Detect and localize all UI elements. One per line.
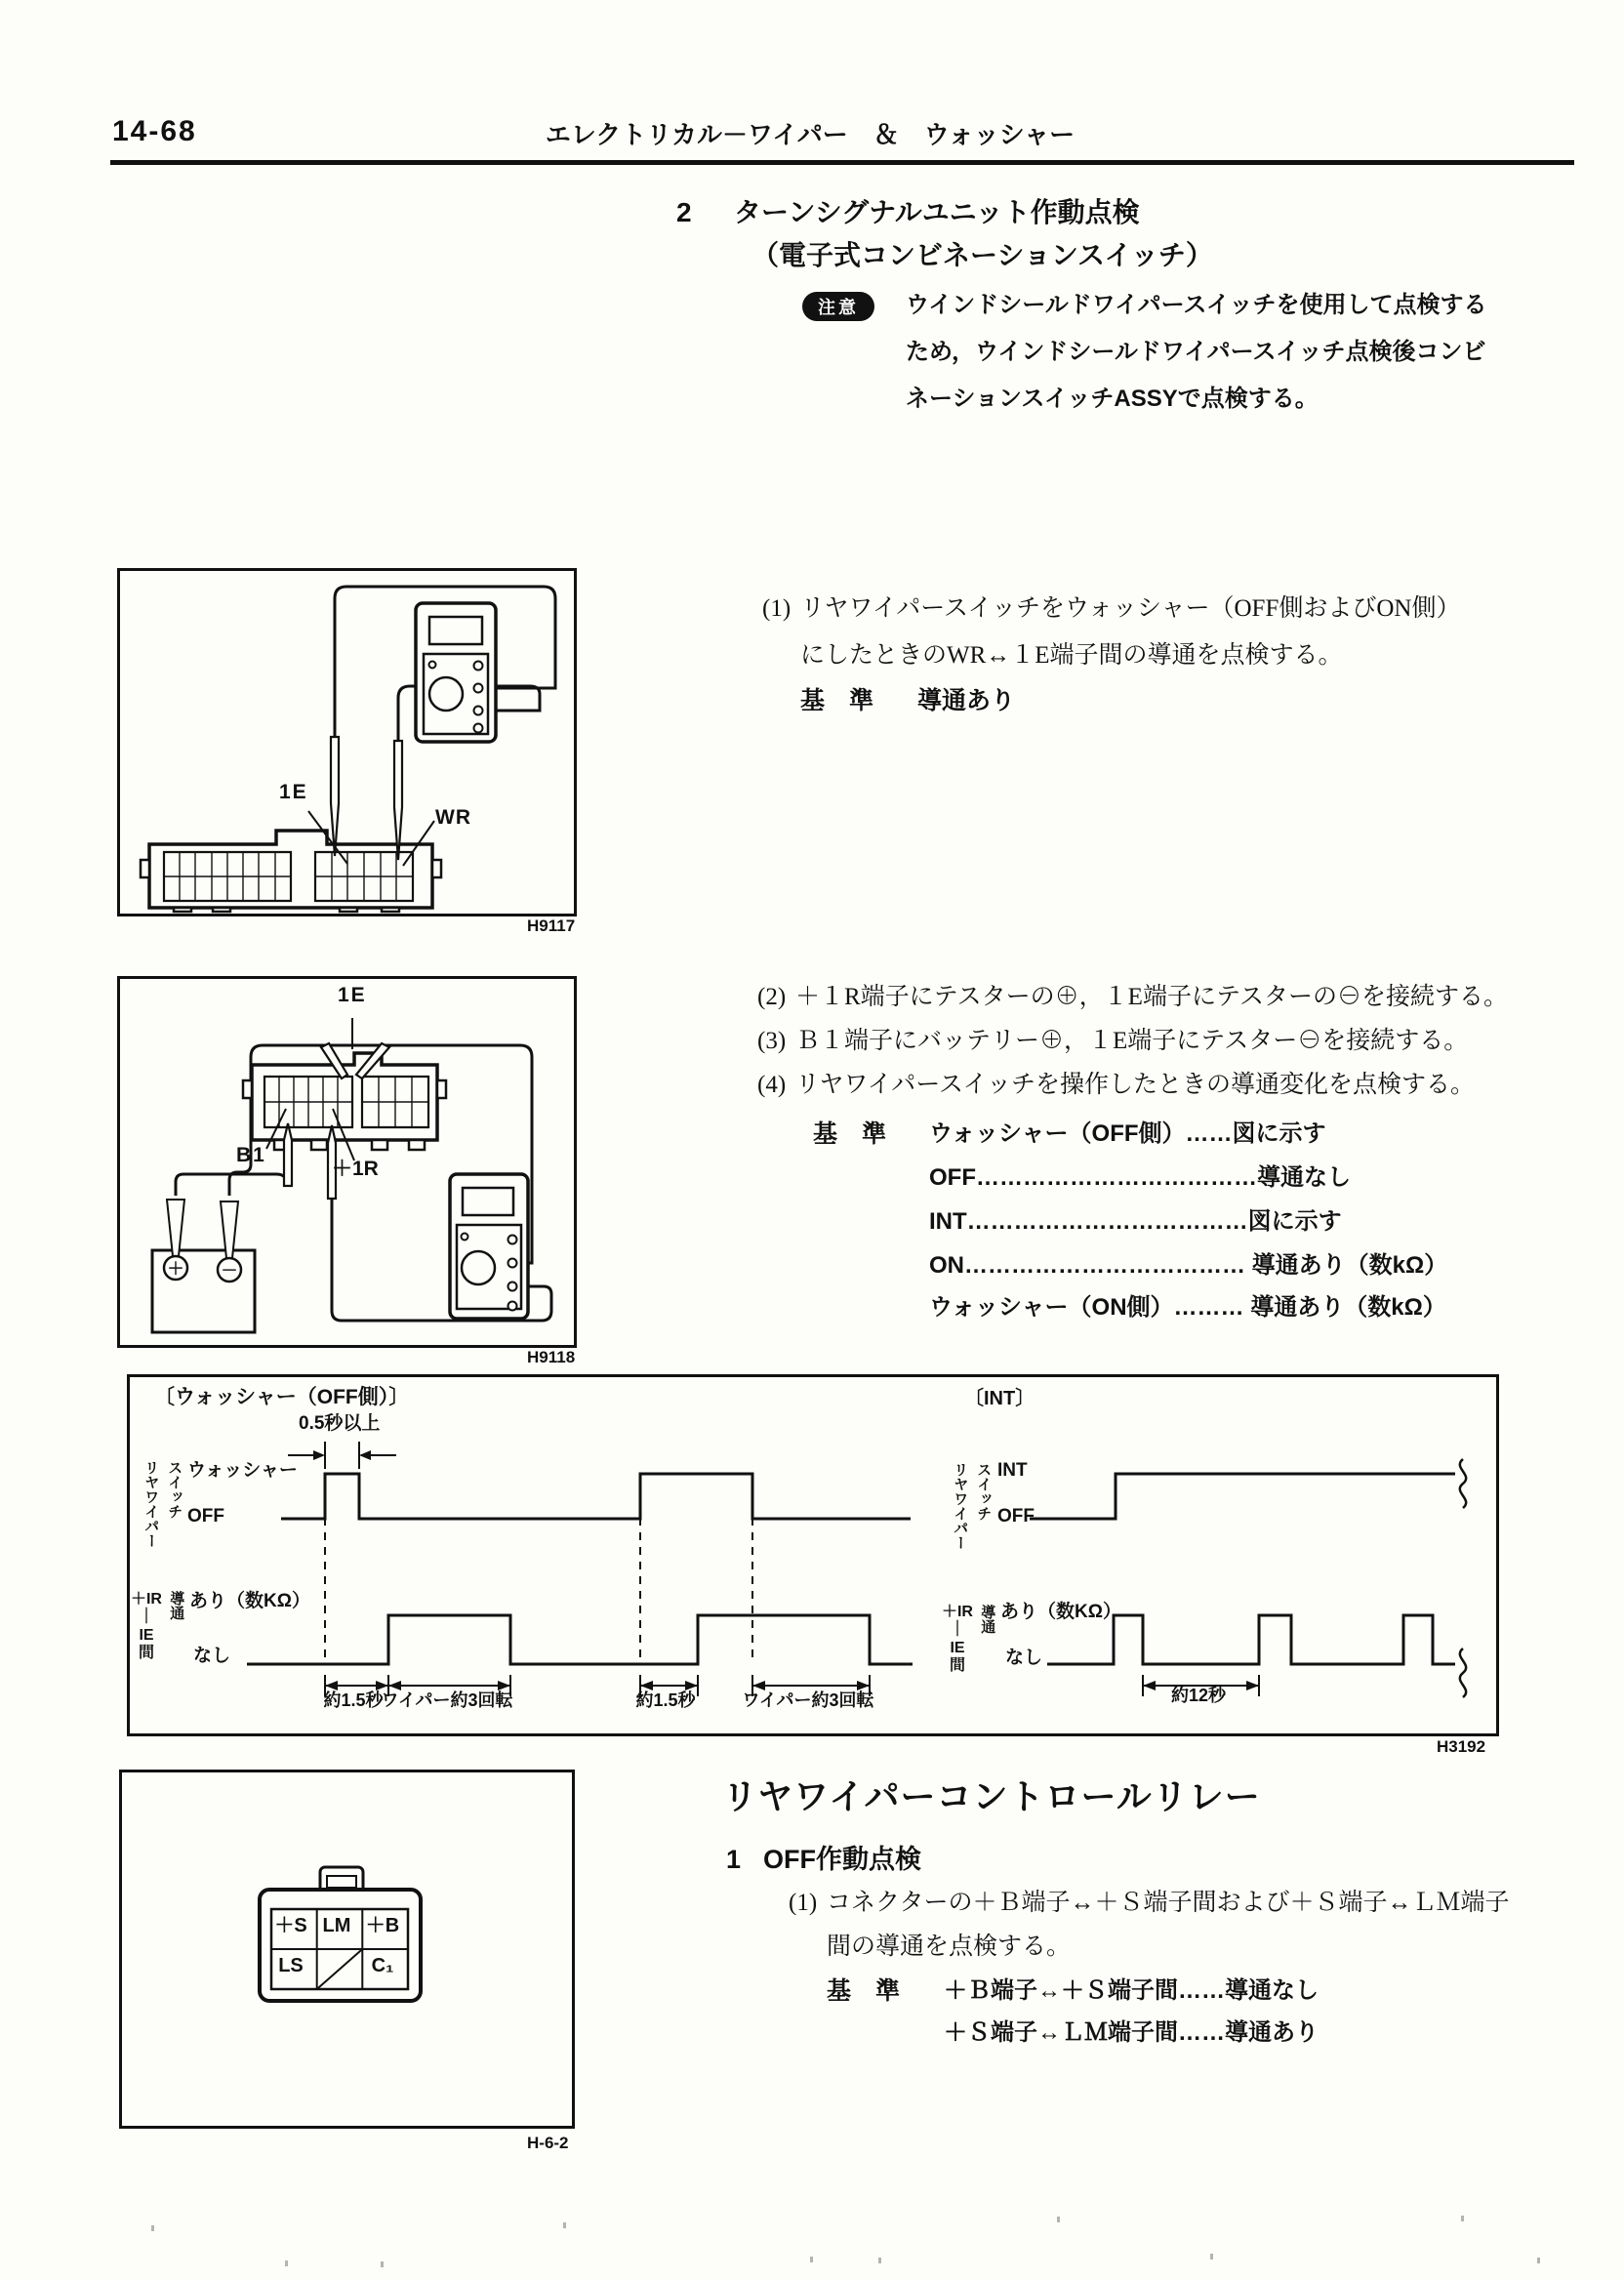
standard-row5: ウォッシャー（ON側）……… 導通あり（数kΩ） <box>929 1294 1446 1321</box>
step1-number: (1) <box>762 595 792 622</box>
probe-wr <box>394 741 402 860</box>
battery-minus-sign: － <box>221 1261 238 1281</box>
standard-row1: ウォッシャー（OFF側）……図に示す <box>929 1120 1326 1147</box>
meter-terminal <box>474 684 483 693</box>
relay-sub-number: 1 <box>726 1845 742 1874</box>
page-number: 14-68 <box>112 115 197 147</box>
timing-left-switch-label-col1: リヤワイパー <box>142 1460 160 1548</box>
figure1-box <box>117 568 577 916</box>
caution-badge: 注意 <box>802 292 874 321</box>
waveform-conduction-left <box>247 1615 913 1664</box>
meter-terminal <box>508 1236 517 1244</box>
connector-leg <box>409 1140 425 1150</box>
standard-row4: ON……………………………… 導通あり（数kΩ） <box>929 1252 1448 1279</box>
meter-terminal <box>474 662 483 671</box>
timing-right-switch-label-col2: スイッチ <box>975 1462 993 1521</box>
meter-terminal <box>474 724 483 733</box>
fig2-code: H9118 <box>527 1348 576 1366</box>
timing-dim-wiper3-2: ワイパー約3回転 <box>742 1690 874 1710</box>
print-speck <box>381 2261 384 2267</box>
step2-text: ＋１R端子にテスターの⊕，１E端子にテスターの⊖を接続する。 <box>795 984 1508 1010</box>
print-speck <box>810 2257 813 2262</box>
timing-left-switch-label-col2: スイッチ <box>166 1460 183 1519</box>
relay-step1-line2: 間の導通を点検する。 <box>827 1934 1072 1960</box>
print-speck <box>1057 2217 1060 2222</box>
relay-connector-diagram <box>122 1772 572 2126</box>
fig1-label-1e: 1E <box>279 781 308 803</box>
standard-label: 基 準 <box>813 1120 887 1148</box>
battery-plus-sign: ＋ <box>167 1259 184 1279</box>
timing-code: H3192 <box>1437 1737 1486 1756</box>
fig1-code: H9117 <box>527 916 576 935</box>
print-speck <box>1537 2258 1540 2263</box>
pin-label-ls: LS <box>278 1955 304 1976</box>
waveform-switch-right <box>1030 1474 1455 1519</box>
timing-right-title: 〔INT〕 <box>964 1388 1035 1409</box>
figure1-diagram <box>120 571 574 914</box>
meter-display <box>429 617 482 644</box>
relay-connector-code: H-6-2 <box>527 2134 569 2152</box>
pin-label-lm: LM <box>322 1915 351 1936</box>
meter-display <box>463 1188 513 1215</box>
fig1-label-wr: WR <box>435 806 471 829</box>
timing-left-low-label: OFF <box>187 1506 224 1527</box>
relay-connector-box <box>119 1770 575 2129</box>
timing-left-conduction-label: 導通 <box>168 1591 185 1620</box>
step1-standard-value: 導通あり <box>917 687 1016 714</box>
timing-dim-1p5s-1: 約1.5秒 <box>323 1690 384 1710</box>
pin-label-plus-s: ＋S <box>274 1915 307 1936</box>
section2-number: 2 <box>676 197 692 227</box>
waveform-switch-left <box>281 1474 911 1519</box>
timing-right-on-label: あり（数KΩ） <box>1000 1602 1121 1622</box>
meter-dial <box>462 1251 495 1284</box>
print-speck <box>1461 2216 1464 2221</box>
break-mark-top <box>1460 1459 1466 1508</box>
step2-number: (2) <box>757 984 787 1010</box>
header-title: エレクトリカル－ワイパー ＆ ウォッシャー <box>545 120 1076 149</box>
caution-line1: ウインドシールドワイパースイッチを使用して点検する <box>906 292 1487 318</box>
timing-dim-12s: 約12秒 <box>1170 1686 1227 1705</box>
timing-right-signal-label: ＋IR ｜ IE 間 <box>941 1604 973 1675</box>
step1-line2: にしたときのWR↔１E端子間の導通を点検する。 <box>800 642 1343 669</box>
timing-right-switch-label-col1: リヤワイパー <box>952 1462 969 1550</box>
meter-terminal <box>508 1259 517 1268</box>
standard-row2: OFF………………………………導通なし <box>929 1164 1351 1191</box>
fig2-label-b1: B1 <box>236 1144 266 1166</box>
print-speck <box>1210 2254 1213 2260</box>
battery-clamp <box>167 1200 184 1256</box>
print-speck <box>151 2225 154 2231</box>
relay-section-title: リヤワイパーコントロールリレー <box>722 1776 1261 1816</box>
meter-terminal <box>474 707 483 715</box>
connector-leg <box>382 908 399 912</box>
break-mark-bottom <box>1460 1649 1466 1697</box>
step3-number: (3) <box>757 1028 787 1054</box>
timing-left-signal-label: ＋IR ｜ IE 間 <box>130 1591 162 1662</box>
print-speck <box>563 2222 566 2228</box>
meter-terminal <box>508 1282 517 1291</box>
battery <box>152 1200 255 1332</box>
dimension-0p5s <box>288 1442 396 1469</box>
meter-dial <box>429 677 463 711</box>
relay-standard-row2: ＋Ｓ端子↔ＬＭ端子間……導通あり <box>944 2019 1319 2046</box>
header-rule <box>110 160 1574 165</box>
timing-left-on-label: あり（数KΩ） <box>189 1591 310 1611</box>
probe-b1 <box>284 1123 292 1186</box>
connector-leg <box>372 1140 387 1150</box>
section2-title-line2: （電子式コンビネーションスイッチ） <box>751 240 1213 270</box>
timing-dim-1p5s-2: 約1.5秒 <box>635 1690 696 1710</box>
connector-leg <box>311 1140 327 1150</box>
timing-left-dim-top: 0.5秒以上 <box>299 1413 381 1434</box>
meter-terminal <box>508 1302 517 1311</box>
step4-text: リヤワイパースイッチを操作したときの導通変化を点検する。 <box>795 1072 1476 1098</box>
section2-title-line1: ターンシグナルユニット作動点検 <box>734 197 1140 227</box>
step3-text: Ｂ１端子にバッテリー⊕，１E端子にテスター⊖を接続する。 <box>795 1028 1469 1054</box>
standard-row3: INT………………………………図に示す <box>929 1208 1342 1235</box>
print-speck <box>878 2258 881 2263</box>
fig2-label-1e: 1E <box>338 984 367 1006</box>
relay-standard-label: 基 準 <box>827 1977 901 2005</box>
step4-number: (4) <box>757 1072 787 1098</box>
relay-step1-number: (1) <box>789 1890 818 1916</box>
relay-standard-row1: ＋Ｂ端子↔＋Ｓ端子間……導通なし <box>944 1977 1319 2004</box>
caution-line3: ネーションスイッチASSYで点検する。 <box>906 386 1319 412</box>
timing-right-conduction-label: 導通 <box>979 1605 996 1634</box>
print-speck <box>285 2260 288 2266</box>
caution-line2: ため，ウインドシールドワイパースイッチ点検後コンビ <box>906 339 1486 365</box>
probe-1e <box>331 737 339 856</box>
timing-right-high-label: INT <box>997 1460 1028 1481</box>
timing-left-high-label: ウォッシャー <box>187 1460 298 1481</box>
timing-right-off-label: なし <box>1005 1648 1043 1668</box>
timing-left-off-label: なし <box>193 1646 231 1666</box>
pin-label-c1: C₁ <box>371 1955 394 1976</box>
timing-left-title: 〔ウォッシャー（OFF側）〕 <box>154 1386 410 1408</box>
connector-leg <box>174 908 191 912</box>
connector-lock-slot <box>327 1876 356 1888</box>
connector-leg <box>213 908 230 912</box>
multimeter <box>416 603 496 742</box>
multimeter <box>450 1174 528 1319</box>
relay-step1-line1: コネクターの＋Ｂ端子↔＋Ｓ端子間および＋Ｓ端子↔ＬＭ端子 <box>827 1890 1510 1916</box>
relay-sub-title: OFF作動点検 <box>763 1845 921 1874</box>
timing-dim-wiper3-1: ワイパー約3回転 <box>381 1690 513 1710</box>
fig2-label-1r: ＋1R <box>332 1158 379 1180</box>
step1-standard-label: 基 準 <box>800 687 874 714</box>
timing-right-low-label: OFF <box>997 1506 1035 1527</box>
pin-label-plus-b: ＋B <box>365 1915 400 1936</box>
connector-leg <box>340 908 357 912</box>
step1-line1: リヤワイパースイッチをウォッシャー（OFF側およびON側） <box>800 595 1461 622</box>
